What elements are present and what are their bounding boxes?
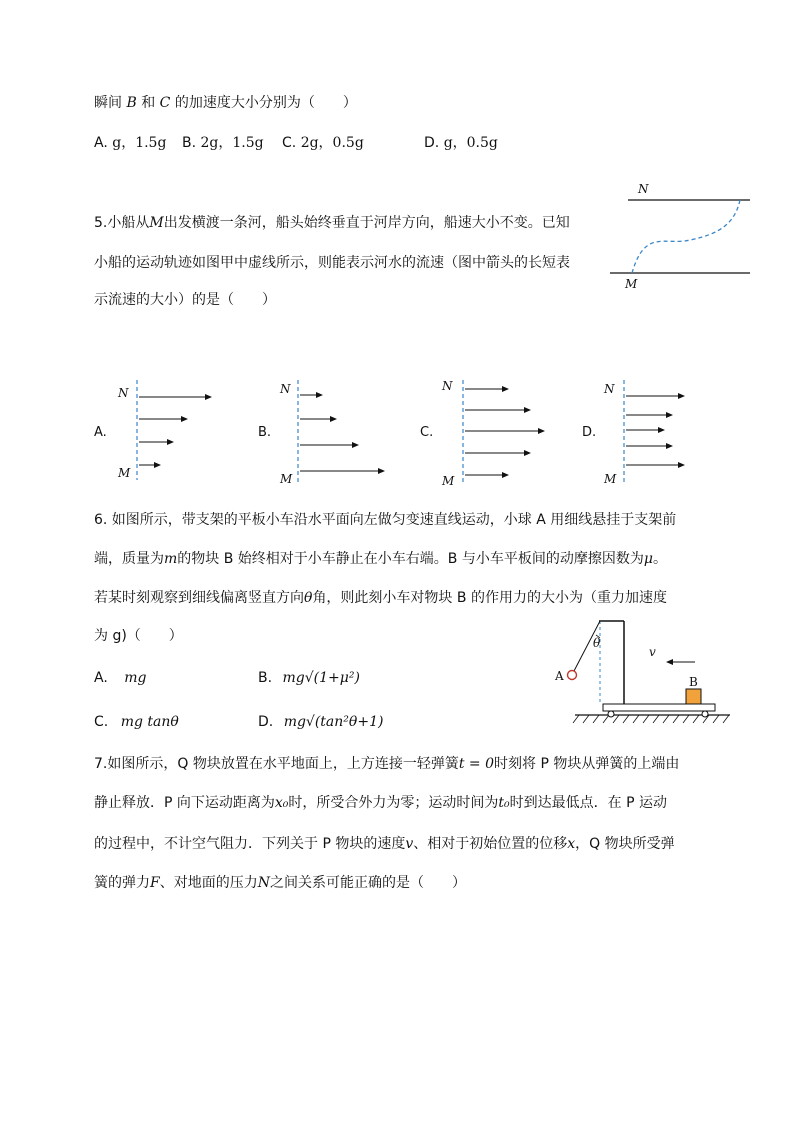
q7-symbol-n: N bbox=[257, 875, 270, 891]
q7-text: 、对地面的压力 bbox=[159, 875, 258, 891]
q5-option-d-figure[interactable] bbox=[602, 375, 702, 490]
q6-cart-figure bbox=[555, 613, 735, 733]
q7-symbol-t: t = 0 bbox=[458, 756, 494, 772]
q7-symbol-f: F bbox=[150, 875, 160, 891]
q4-stem bbox=[94, 93, 357, 113]
q4-stem-text: 的加速度大小分别为（ ） bbox=[174, 95, 357, 111]
q6-text: 。 bbox=[652, 551, 667, 567]
q6-text: 若某时刻观察到细线偏离竖直方向 bbox=[94, 590, 304, 606]
q4-option-b[interactable] bbox=[182, 133, 264, 153]
q5-text: 5.小船从 bbox=[94, 215, 150, 231]
option-label: D. bbox=[258, 714, 274, 730]
label-m: M bbox=[280, 472, 293, 486]
q6-stem-line3 bbox=[94, 588, 667, 608]
q6-stem-line4: 为 g)（ ） bbox=[94, 628, 183, 644]
option-label: B. bbox=[182, 135, 197, 151]
q7-symbol-t0: t₀ bbox=[498, 795, 510, 811]
q5-option-a-label[interactable]: A. bbox=[94, 425, 107, 440]
option-label: A. bbox=[94, 135, 108, 151]
option-value: mg tanθ bbox=[120, 714, 179, 730]
q6-text: 角，则此刻小车对物块 B 的作用力的大小为（重力加速度 bbox=[312, 590, 667, 606]
label-n: N bbox=[638, 182, 649, 196]
option-value: g，0.5g bbox=[443, 135, 498, 151]
q5-option-b-label[interactable]: B. bbox=[258, 425, 272, 440]
q4-option-c[interactable] bbox=[282, 133, 364, 153]
option-value: mg√(1+μ²) bbox=[282, 670, 360, 686]
q6-symbol-theta: θ bbox=[304, 590, 313, 606]
q5-stem-line3: 示流速的大小）的是（ ） bbox=[94, 292, 276, 308]
q5-text: 出发横渡一条河，船头始终垂直于河岸方向，船速大小不变。已知 bbox=[163, 215, 570, 231]
boat-trajectory bbox=[632, 200, 740, 273]
q5-option-c-figure[interactable] bbox=[440, 375, 550, 490]
q6-stem-line1: 6. 如图所示，带支架的平板小车沿水平面向左做匀变速直线运动，小球 A 用细线悬挂于支架前 bbox=[94, 512, 677, 528]
q7-text: 之间关系可能正确的是（ ） bbox=[269, 875, 466, 891]
q5-stem-line2: 小船的运动轨迹如图甲中虚线所示，则能表示河水的流速（图中箭头的长短表 bbox=[94, 255, 570, 271]
option-label: C. bbox=[282, 135, 297, 151]
label-m: M bbox=[625, 277, 638, 291]
q7-stem-line2 bbox=[94, 793, 667, 813]
q7-text: 的过程中，不计空气阻力．下列关于 P 物块的速度 bbox=[94, 836, 406, 852]
q6-option-c[interactable] bbox=[94, 712, 179, 732]
q4-symbol-b: B bbox=[126, 95, 137, 111]
q7-text: 时，所受合外力为零；运动时间为 bbox=[288, 795, 499, 811]
q6-option-d[interactable] bbox=[258, 712, 383, 732]
q4-option-d[interactable] bbox=[424, 133, 498, 153]
q6-symbol-mu: μ bbox=[643, 551, 653, 567]
label-b: B bbox=[689, 675, 698, 689]
q5-stem-line1 bbox=[94, 213, 570, 233]
option-value: 2g，0.5g bbox=[300, 135, 364, 151]
q7-symbol-x0: x₀ bbox=[274, 795, 289, 811]
q4-stem-text: 瞬间 bbox=[94, 95, 122, 111]
label-m: M bbox=[442, 474, 455, 488]
q5-option-d-label[interactable]: D. bbox=[582, 425, 597, 440]
q7-stem-line4 bbox=[94, 873, 466, 893]
q6-symbol-m: m bbox=[164, 551, 178, 567]
q5-option-b-figure[interactable] bbox=[278, 375, 388, 490]
option-label: B. bbox=[258, 670, 273, 686]
label-n: N bbox=[604, 382, 615, 396]
q7-text: 静止释放．P 向下运动距离为 bbox=[94, 795, 275, 811]
option-label: D. bbox=[424, 135, 440, 151]
q7-text: 、相对于初始位置的位移 bbox=[413, 836, 568, 852]
label-n: N bbox=[118, 386, 129, 400]
cart-wheel bbox=[702, 711, 708, 717]
option-value: g，1.5g bbox=[112, 135, 167, 151]
ball-a bbox=[568, 671, 577, 680]
label-n: N bbox=[280, 382, 291, 396]
q5-symbol-m: M bbox=[149, 215, 164, 231]
q5-option-c-label[interactable]: C. bbox=[420, 425, 434, 440]
option-value: 2g，1.5g bbox=[200, 135, 264, 151]
label-theta: θ bbox=[593, 636, 601, 650]
q4-option-a[interactable] bbox=[94, 133, 166, 153]
q7-text: 7.如图所示，Q 物块放置在水平地面上，上方连接一轻弹簧 bbox=[94, 756, 459, 772]
option-value: mg bbox=[124, 670, 147, 686]
option-value: mg√(tan²θ+1) bbox=[283, 714, 384, 730]
q7-text: 簧的弹力 bbox=[94, 875, 150, 891]
option-label: A. bbox=[94, 670, 108, 686]
q6-stem-line2 bbox=[94, 549, 667, 569]
q6-text: 端，质量为 bbox=[94, 551, 164, 567]
q7-symbol-v: v bbox=[405, 836, 414, 852]
q7-stem-line1 bbox=[94, 754, 679, 774]
label-n: N bbox=[442, 379, 453, 393]
q6-option-b[interactable] bbox=[258, 668, 360, 688]
q7-stem-line3 bbox=[94, 834, 675, 854]
option-label: C. bbox=[94, 714, 109, 730]
q4-symbol-c: C bbox=[159, 95, 171, 111]
cart-platform bbox=[603, 704, 715, 711]
q5-river-figure bbox=[610, 178, 770, 291]
q6-text: 的物块 B 始终相对于小车静止在小车右端。B 与小车平板间的动摩擦因数为 bbox=[177, 551, 644, 567]
q7-symbol-x: x bbox=[567, 836, 576, 852]
label-v: v bbox=[649, 645, 656, 659]
label-a: A bbox=[555, 669, 564, 683]
label-m: M bbox=[604, 472, 617, 486]
q6-option-a[interactable] bbox=[94, 668, 146, 688]
block-b bbox=[686, 689, 701, 704]
q7-text: ，Q 物块所受弹 bbox=[575, 836, 675, 852]
q5-option-a-figure[interactable] bbox=[115, 375, 215, 485]
cart-wheel bbox=[608, 711, 614, 717]
q7-text: 时刻将 P 物块从弹簧的上端由 bbox=[494, 756, 680, 772]
q4-stem-text: 和 bbox=[141, 95, 156, 111]
q7-text: 时到达最低点．在 P 运动 bbox=[509, 795, 668, 811]
label-m: M bbox=[118, 466, 131, 480]
